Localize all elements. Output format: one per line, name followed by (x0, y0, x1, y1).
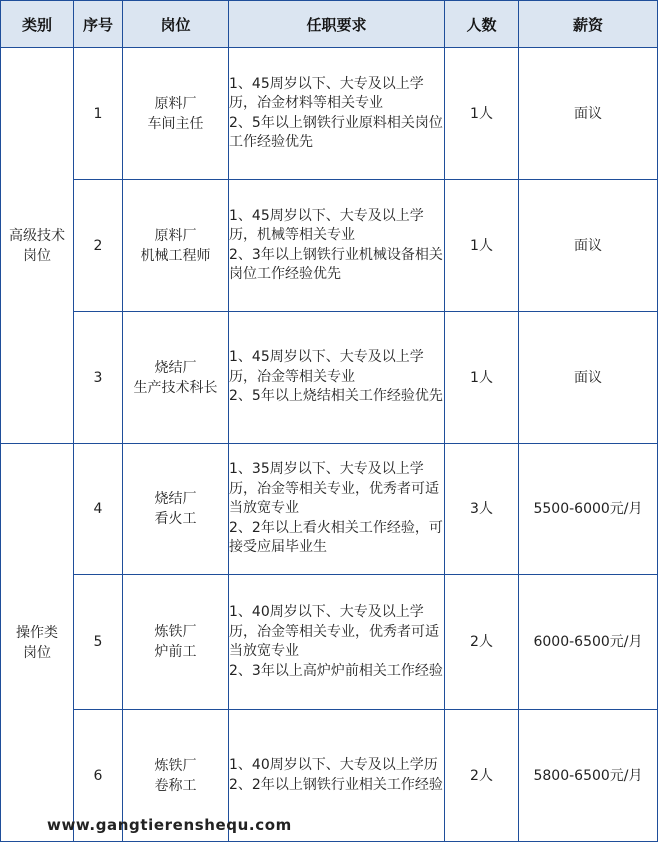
requirement-line: 1、45周岁以下、大专及以上学历，冶金等相关专业 (229, 349, 424, 385)
position-dept: 烧结厂 (154, 359, 197, 376)
row-number: 2 (74, 180, 123, 312)
salary-cell: 6000-6500元/月 (519, 575, 658, 710)
header-count: 人数 (445, 1, 519, 48)
position-title: 看火工 (154, 511, 197, 527)
salary-cell: 5800-6500元/月 (519, 710, 658, 842)
requirements-cell (229, 444, 445, 575)
salary-cell: 5500-6000元/月 (519, 444, 658, 575)
position-dept: 原料厂 (154, 95, 197, 112)
table-row (1, 48, 658, 180)
row-number: 3 (74, 312, 123, 444)
headcount-cell: 1人 (445, 180, 519, 312)
requirement-line: 1、40周岁以下、大专及以上学历，冶金等相关专业，优秀者可适当放宽专业 (229, 604, 439, 659)
requirement-line: 2、2年以上钢铁行业相关工作经验 (229, 776, 443, 793)
headcount-cell: 3人 (445, 444, 519, 575)
position-dept: 炼铁厂 (154, 757, 197, 774)
headcount-cell: 1人 (445, 312, 519, 444)
position-cell (123, 180, 229, 312)
position-cell (123, 444, 229, 575)
header-position: 岗位 (123, 1, 229, 48)
requirement-line: 2、5年以上烧结相关工作经验优先 (229, 388, 443, 405)
position-cell (123, 312, 229, 444)
header-row (1, 1, 658, 48)
requirements-cell (229, 312, 445, 444)
header-requirements: 任职要求 (229, 1, 445, 48)
headcount-cell: 2人 (445, 710, 519, 842)
category-label: 操作类 (16, 624, 58, 641)
position-title: 车间主任 (147, 115, 204, 132)
requirement-line: 1、40周岁以下、大专及以上学历 (229, 757, 438, 773)
requirement-line: 2、3年以上高炉炉前相关工作经验 (229, 662, 443, 679)
position-cell (123, 575, 229, 710)
row-number: 5 (74, 575, 123, 710)
headcount-cell: 2人 (445, 575, 519, 710)
salary-cell: 面议 (519, 180, 658, 312)
row-number: 1 (74, 48, 123, 180)
category-cell (1, 48, 74, 444)
requirement-line: 2、2年以上看火相关工作经验，可接受应届毕业生 (229, 519, 443, 556)
position-title: 机械工程师 (140, 247, 211, 264)
requirements-cell (229, 575, 445, 710)
position-title: 炉前工 (154, 644, 197, 660)
position-title: 卷称工 (154, 777, 197, 794)
requirements-cell (229, 180, 445, 312)
watermark-url: www.gangtierenshequ.com (47, 816, 292, 834)
header-no: 序号 (74, 1, 123, 48)
position-dept: 炼铁厂 (154, 624, 197, 640)
header-category: 类别 (1, 1, 74, 48)
requirement-line: 1、35周岁以下、大专及以上学历，冶金等相关专业，优秀者可适当放宽专业 (229, 461, 439, 517)
requirements-cell (229, 48, 445, 180)
category-label: 岗位 (23, 247, 51, 264)
headcount-cell: 1人 (445, 48, 519, 180)
category-cell (1, 444, 74, 842)
table-row (1, 180, 658, 312)
header-salary: 薪资 (519, 1, 658, 48)
requirement-line: 2、5年以上钢铁行业原料相关岗位工作经验优先 (229, 114, 443, 150)
row-number: 6 (74, 710, 123, 842)
salary-cell: 面议 (519, 312, 658, 444)
position-title: 生产技术科长 (133, 379, 218, 396)
position-dept: 原料厂 (154, 227, 197, 244)
requirement-line: 2、3年以上钢铁行业机械设备相关岗位工作经验优先 (229, 246, 443, 282)
table-row (1, 575, 658, 710)
category-label: 岗位 (23, 644, 51, 661)
salary-cell: 面议 (519, 48, 658, 180)
requirement-line: 1、45周岁以下、大专及以上学历，机械等相关专业 (229, 207, 424, 243)
requirement-line: 1、45周岁以下、大专及以上学历，冶金材料等相关专业 (229, 75, 424, 111)
table-row (1, 444, 658, 575)
category-label: 高级技术 (9, 227, 65, 244)
position-cell (123, 48, 229, 180)
position-dept: 烧结厂 (154, 491, 197, 507)
row-number: 4 (74, 444, 123, 575)
table-row (1, 312, 658, 444)
